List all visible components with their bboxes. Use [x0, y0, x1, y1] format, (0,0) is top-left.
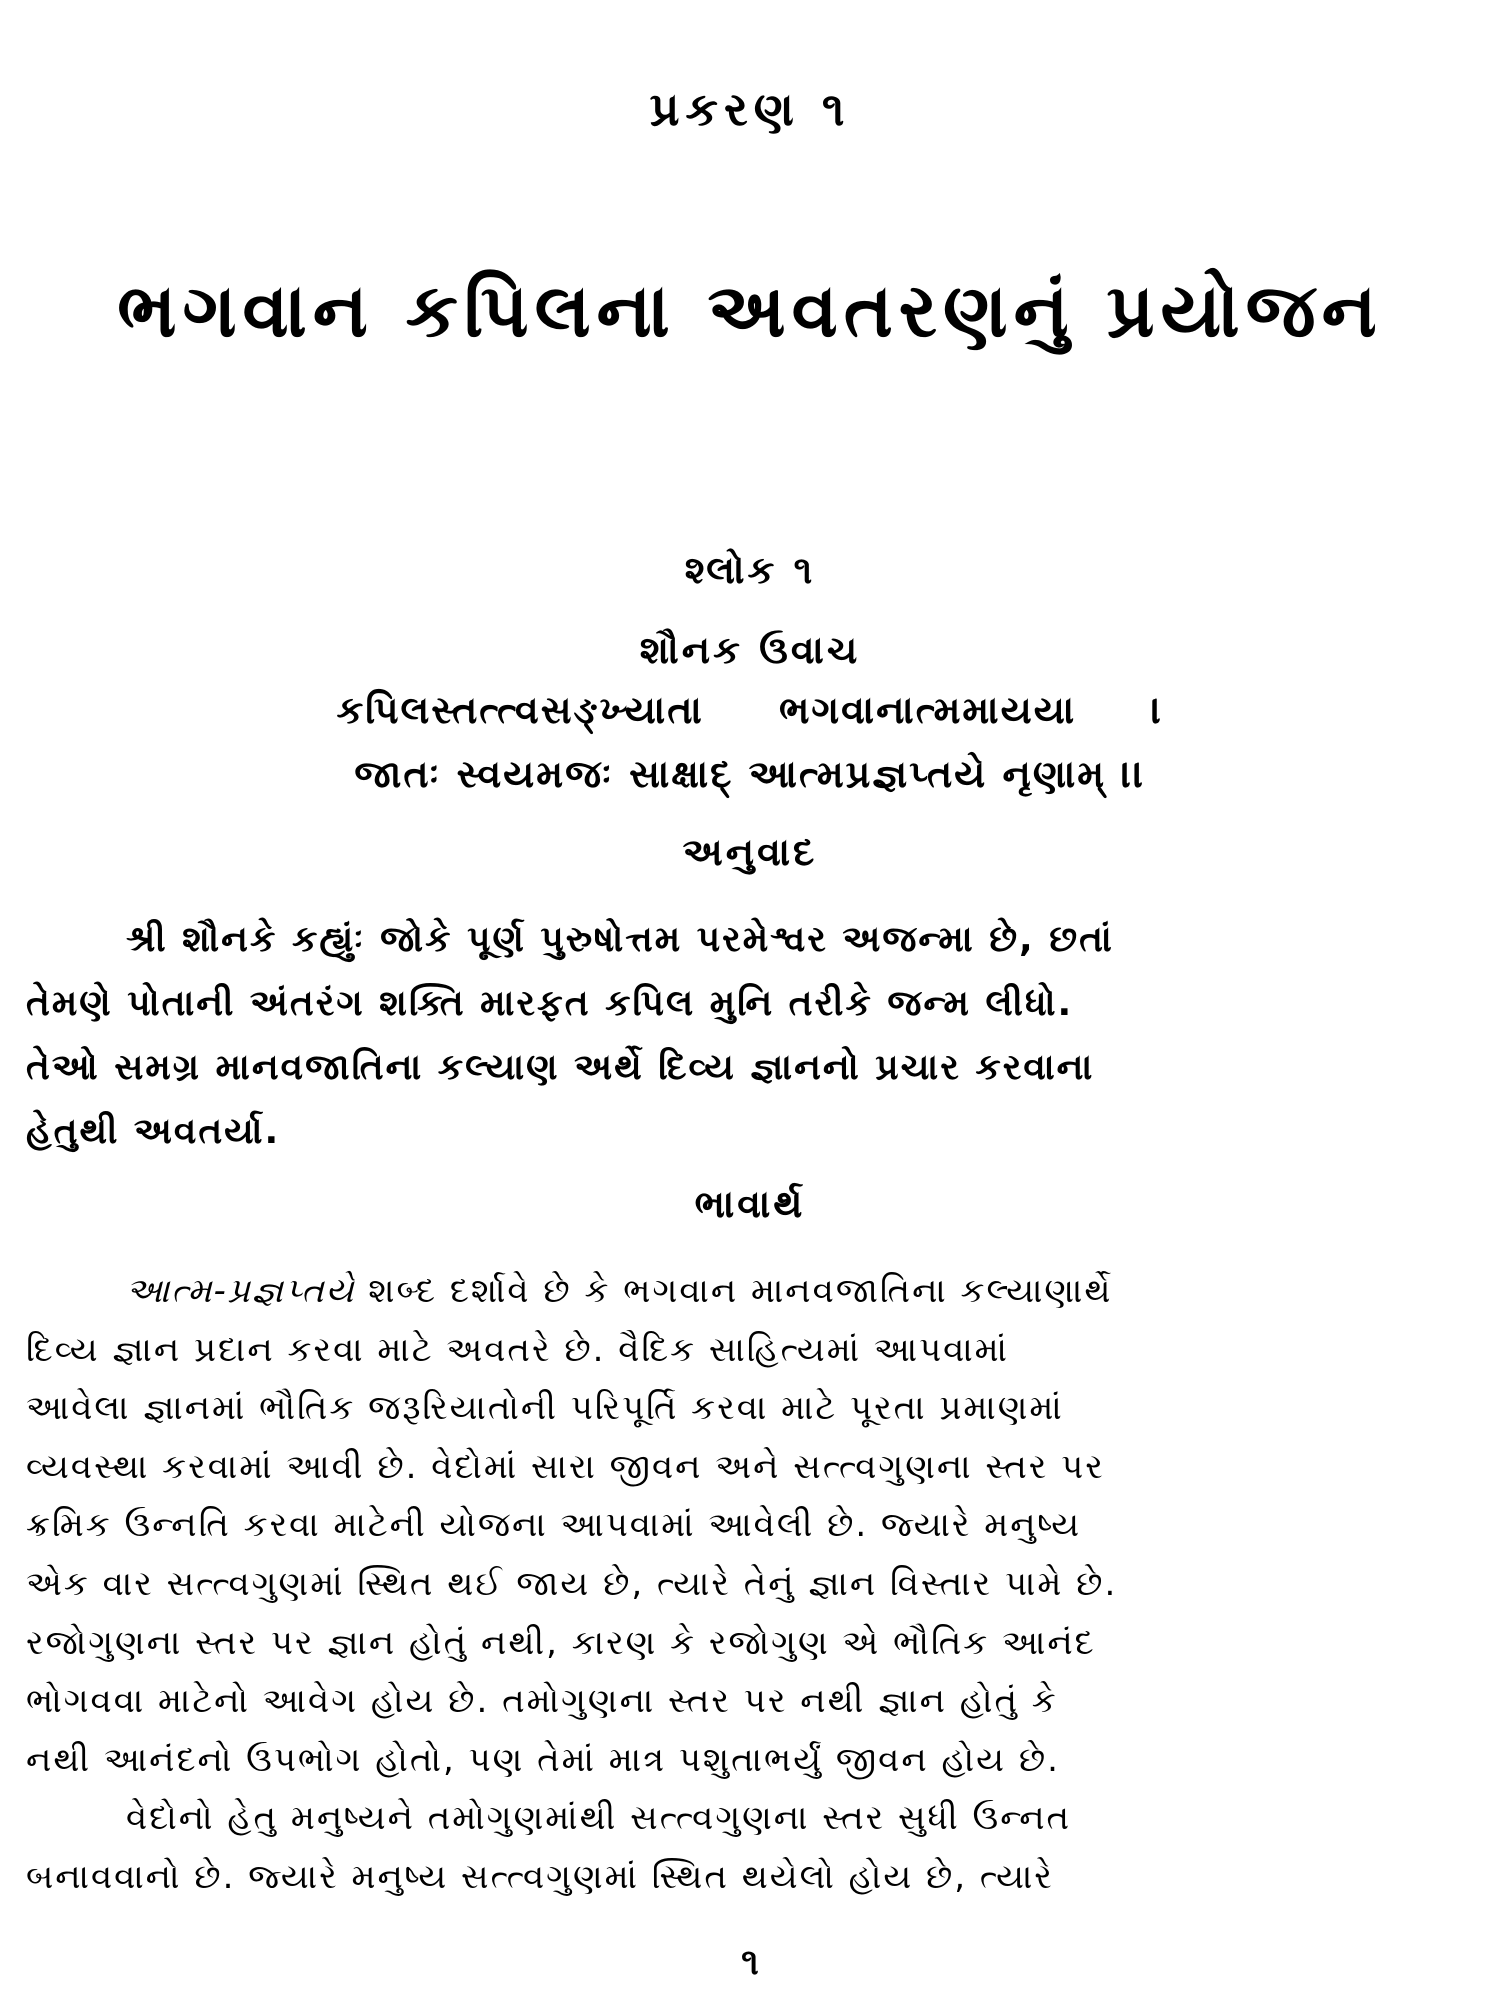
purport-line: દિવ્ય જ્ઞાન પ્રદાન કરવા માટે અવતરે છે. વૈદિક સાહિત્યમાં આપવામાં — [26, 1329, 1009, 1370]
translation-heading: અનુવાદ — [682, 830, 818, 874]
purport-line: એક વાર સત્ત્વગુણમાં સ્થિત થઈ જાય છે, ત્યારે તેનું જ્ઞાન વિસ્તાર પામે છે. — [26, 1563, 1118, 1604]
sanskrit-term: આત્મ-પ્રજ્ઞપ્તયે — [126, 1271, 356, 1311]
translation-line: તેમણે પોતાની અંતરંગ શક્તિ મારફત કપિલ મુનિ તરીકે જન્મ લીધો. — [26, 983, 1074, 1024]
purport-line: રજોગુણના સ્તર પર જ્ઞાન હોતું નથી, કારણ કે રજોગુણ એ ભૌતિક આનંદ — [26, 1622, 1096, 1663]
purport-paragraph — [26, 1262, 1470, 1907]
purport-line-text: શબ્દ દર્શાવે છે કે ભગવાન માનવજાતિના કલ્યાણાર્થે — [355, 1271, 1113, 1311]
page-number: ૧ — [741, 1942, 759, 1983]
purport-line — [26, 1262, 1470, 1321]
chapter-title: ભગવાન કપિલના અવતરણનું પ્રયોજન — [117, 268, 1383, 354]
verse-line-1: કપિલસ્તત્ત્વસઙ્ખ્યાતા ભગવાનાત્મમાયયા । — [336, 688, 1164, 732]
chapter-label: પ્રકરણ ૧ — [649, 82, 851, 136]
purport-heading: ભાવાર્થ — [694, 1182, 806, 1226]
purport-line: આવેલા જ્ઞાનમાં ભૌતિક જરૂરિયાતોની પરિપૂર્તિ કરવા માટે પૂરતા પ્રમાણમાં — [26, 1388, 1064, 1429]
verse-speaker: શૌનક ઉવાચ — [639, 628, 861, 672]
purport-line: નથી આનંદનો ઉપભોગ હોતો, પણ તેમાં માત્ર પશુતાભર્યું જીવન હોય છે. — [26, 1739, 1060, 1780]
purport-line: ક્રમિક ઉન્નતિ કરવા માટેની યોજના આપવામાં આવેલી છે. જ્યારે મનુષ્ય — [26, 1505, 1082, 1546]
translation-paragraph — [26, 908, 1470, 1164]
verse-heading: શ્લોક ૧ — [684, 548, 816, 592]
translation-line: હેતુથી અવતર્યા. — [26, 1111, 281, 1152]
translation-line: તેઓ સમગ્ર માનવજાતિના કલ્યાણ અર્થે દિવ્ય જ્ઞાનનો પ્રચાર કરવાના — [26, 1047, 1095, 1088]
purport-line: વેદોનો હેતુ મનુષ્યને તમોગુણમાંથી સત્ત્વગુણના સ્તર સુધી ઉન્નત — [126, 1798, 1072, 1839]
verse-line-2: જાતઃ સ્વયમજઃ સાક્ષાદ્ આત્મપ્રજ્ઞપ્તયે નૃણામ્ ।। — [354, 752, 1146, 796]
translation-line: શ્રી શૌનકે કહ્યુંઃ જોકે પૂર્ણ પુરુષોત્તમ પરમેશ્વર અજન્મા છે, છતાં — [126, 919, 1114, 960]
purport-line: બનાવવાનો છે. જ્યારે મનુષ્ય સત્ત્વગુણમાં સ્થિત થયેલો હોય છે, ત્યારે — [26, 1856, 1054, 1897]
purport-line: ભોગવવા માટેનો આવેગ હોય છે. તમોગુણના સ્તર પર નથી જ્ઞાન હોતું કે — [26, 1681, 1058, 1722]
purport-line: વ્યવસ્થા કરવામાં આવી છે. વેદોમાં સારા જીવન અને સત્ત્વગુણના સ્તર પર — [26, 1446, 1105, 1487]
